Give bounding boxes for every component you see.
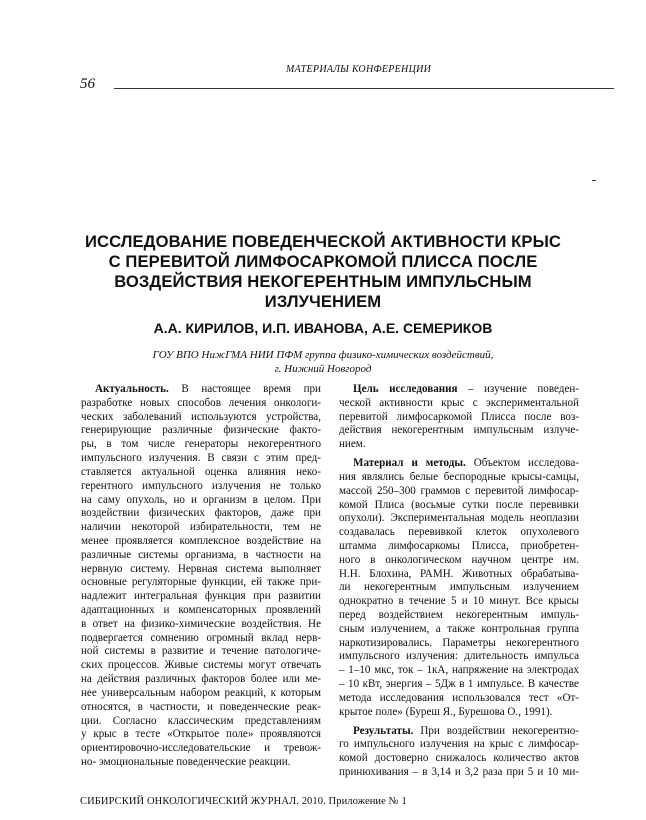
text-line	[339, 397, 579, 411]
text-line	[81, 411, 321, 425]
text-line	[339, 526, 579, 540]
line-text: ции. Согласно классическим представлениям	[81, 714, 321, 727]
line-text: ры, в том числе генераторы некогерентного	[81, 438, 321, 451]
line-text: метода исследования использовался тест «От-	[339, 691, 579, 704]
line-text: го импульсного излучения на крыс с лимфосар-	[339, 738, 579, 751]
line-text: разработке новых способов лечения онкологи-	[81, 396, 321, 409]
text-line	[339, 637, 579, 651]
text-line	[339, 664, 579, 678]
text-line	[339, 692, 579, 706]
line-text: сным излучением, а также контрольная группа	[339, 622, 579, 635]
text-line	[339, 568, 579, 582]
text-line	[81, 563, 321, 577]
line-text: – изучение поведен-	[457, 383, 579, 395]
line-text: основные регуляторные функции, ей также при-	[81, 576, 321, 589]
text-line	[339, 411, 579, 425]
line-text: создавалась перевивкой клеток опухолевого	[339, 526, 579, 539]
line-text: нервную систему. Нервная система выполняет	[81, 562, 321, 575]
line-text: у крыс в тесте «Открытое поле» проявляются	[81, 728, 321, 741]
title-line: ВОЗДЕЙСТВИЯ НЕКОГЕРЕНТНЫМ ИМПУЛЬСНЫМ	[114, 272, 532, 291]
text-line	[81, 549, 321, 563]
text-line	[339, 540, 579, 554]
text-line	[81, 632, 321, 646]
line-text: но- эмоциональные поведенческие реакции.	[81, 755, 291, 768]
text-line	[339, 457, 579, 471]
text-line	[81, 742, 321, 756]
line-text: генерирующие различные физические факто-	[81, 424, 321, 437]
section-heading: Цель исследования	[353, 383, 458, 395]
text-line	[339, 752, 579, 766]
text-line	[339, 438, 579, 452]
line-text: Объектом исследова-	[465, 457, 579, 470]
text-line	[81, 590, 321, 604]
line-text: При воздействии некогерентно-	[413, 724, 579, 737]
text-line	[81, 645, 321, 659]
text-line	[81, 438, 321, 452]
text-line	[81, 535, 321, 549]
text-line	[81, 452, 321, 466]
line-text: наличии некоторой избирательности, тем не	[81, 521, 321, 534]
line-text: надлежит интегральная функция при развитии	[81, 590, 321, 603]
text-line	[81, 715, 321, 729]
line-text: массой 250–300 граммов с перевитой лимфосар-	[339, 484, 579, 497]
text-line	[81, 576, 321, 590]
line-text: – 10 кВт, энергия – 5Дж в 1 импульсе. В качестве	[339, 678, 579, 691]
text-line	[339, 766, 579, 780]
article-title	[80, 232, 566, 312]
text-line	[339, 471, 579, 485]
text-line	[81, 466, 321, 480]
text-line	[81, 701, 321, 715]
line-text: нее универсальным набором реакций, к которым	[81, 686, 321, 699]
text-line	[81, 659, 321, 673]
margin-dash	[592, 180, 596, 181]
running-head: МАТЕРИАЛЫ КОНФЕРЕНЦИИ	[286, 64, 432, 75]
line-text: ставляется актуальной оценка влияния неко-	[81, 465, 321, 478]
text-line	[81, 618, 321, 632]
line-text: относятся, в частности, и поведенческие реак-	[81, 700, 321, 713]
text-line	[339, 738, 579, 752]
line-text: ли некогерентным импульсным излучением	[339, 581, 579, 594]
line-text: подвергается сомнению огромный вклад нерв-	[81, 631, 321, 644]
journal-footer: СИБИРСКИЙ ОНКОЛОГИЧЕСКИЙ ЖУРНАЛ. 2010. Приложение № 1	[80, 796, 407, 807]
section-heading: Актуальность.	[95, 383, 169, 395]
affiliation-line: ГОУ ВПО НижГМА НИИ ПФМ группа физико-химических воздействий,	[152, 349, 494, 361]
text-line	[339, 485, 579, 499]
header-rule	[114, 88, 614, 89]
line-text: на саму опухоль, но и организм в целом. При	[81, 493, 321, 506]
title-line: С ПЕРЕВИТОЙ ЛИМФОСАРКОМОЙ ПЛИССА ПОСЛЕ	[108, 252, 538, 271]
text-line	[339, 554, 579, 568]
text-line	[81, 521, 321, 535]
line-text: адаптационных и компенсаторных проявлений	[81, 604, 321, 616]
line-text: наркотизировались. Параметры некогерентного	[339, 636, 579, 649]
line-text: ческих заболеваний используются устройства,	[81, 410, 321, 423]
title-line: ИЗЛУЧЕНИЕМ	[264, 292, 382, 311]
line-text: комой достоверно снижалось количество актов	[339, 752, 579, 765]
line-text: штамма лимфосаркомы Плисса, приобретен-	[339, 539, 579, 552]
text-line	[339, 499, 579, 513]
line-text: на действия различных факторов более или ме-	[81, 673, 321, 686]
line-text: перед воздействием некогерентным импуль-	[339, 609, 579, 621]
text-line	[81, 756, 321, 770]
text-line	[339, 678, 579, 692]
line-text: в ответ на физико-химические воздействия. Не	[81, 617, 321, 630]
text-line	[81, 507, 321, 521]
line-text: однократно в течение 5 и 10 минут. Все крысы	[339, 595, 579, 608]
line-text: нием.	[339, 438, 366, 451]
left-column	[81, 383, 321, 770]
line-text: действия некогерентным импульсным излуче-	[339, 424, 579, 437]
page-number: 56	[80, 76, 95, 92]
line-text: перевитой лимфосаркомой Плисса после воз-	[339, 410, 579, 423]
line-text: Н.Н. Блохина, РАМН. Животных обрабатыва-	[339, 567, 579, 580]
text-line	[339, 512, 579, 526]
text-line	[81, 728, 321, 742]
line-text: принюхивания – в 3,14 и 3,2 раза при 5 и 10 ми-	[339, 765, 579, 778]
text-line	[339, 581, 579, 595]
line-text: ния являлись белые беспородные крысы-самцы,	[339, 470, 579, 483]
line-text: различные системы организма, в частности на	[81, 548, 321, 561]
line-text: опухоли). Экспериментальная модель неоплазии	[339, 512, 579, 525]
line-text: – 1–10 мкс, ток – 1кА, напряжение на электродах	[339, 664, 579, 677]
text-line	[81, 397, 321, 411]
text-line	[339, 706, 579, 720]
text-line	[81, 494, 321, 508]
line-text: герентного импульсного излучения не только	[81, 479, 321, 492]
section-heading: Результаты.	[353, 724, 414, 737]
text-line	[339, 424, 579, 438]
text-line	[339, 650, 579, 664]
line-text: воздействии физических факторов, даже при	[81, 507, 321, 520]
text-line	[339, 383, 579, 397]
text-line	[339, 609, 579, 623]
section-heading: Материал и методы.	[353, 457, 466, 470]
text-line	[81, 687, 321, 701]
text-line	[81, 480, 321, 494]
line-text: импульсного излучения: длительность импульса	[339, 650, 579, 663]
line-text: крытое поле» (Буреш Я., Бурешова О., 1991).	[339, 705, 553, 718]
line-text: В настоящее время при	[168, 383, 321, 395]
line-text: ного в онкологическом научном центре им.	[339, 553, 579, 566]
text-line	[339, 595, 579, 609]
text-line	[81, 383, 321, 397]
line-text: ной системы в развитие и течение патологиче-	[81, 645, 321, 658]
authors: А.А. КИРИЛОВ, И.П. ИВАНОВА, А.Е. СЕМЕРИКОВ	[153, 320, 493, 336]
text-line	[81, 673, 321, 687]
line-text: комой Плиса (восьмые сутки после перевивки	[339, 498, 579, 511]
text-line	[339, 725, 579, 739]
line-text: ских процессов. Живые системы могут отвечать	[81, 659, 321, 672]
line-text: ориентировочно-исследовательские и тревож-	[81, 742, 321, 755]
text-line	[339, 623, 579, 637]
line-text: менее проявляется комплексное воздействие на	[81, 534, 321, 547]
title-line: ИССЛЕДОВАНИЕ ПОВЕДЕНЧЕСКОЙ АКТИВНОСТИ КРЫС	[84, 232, 562, 251]
text-line	[81, 424, 321, 438]
affiliation-line: г. Нижний Новгород	[274, 362, 372, 375]
text-line	[81, 604, 321, 618]
line-text: импульсного излучения. В связи с этим пред-	[81, 452, 321, 465]
line-text: ческой активности крыс с экспериментальной	[339, 396, 579, 409]
right-column	[339, 383, 579, 780]
affiliation	[80, 349, 566, 376]
